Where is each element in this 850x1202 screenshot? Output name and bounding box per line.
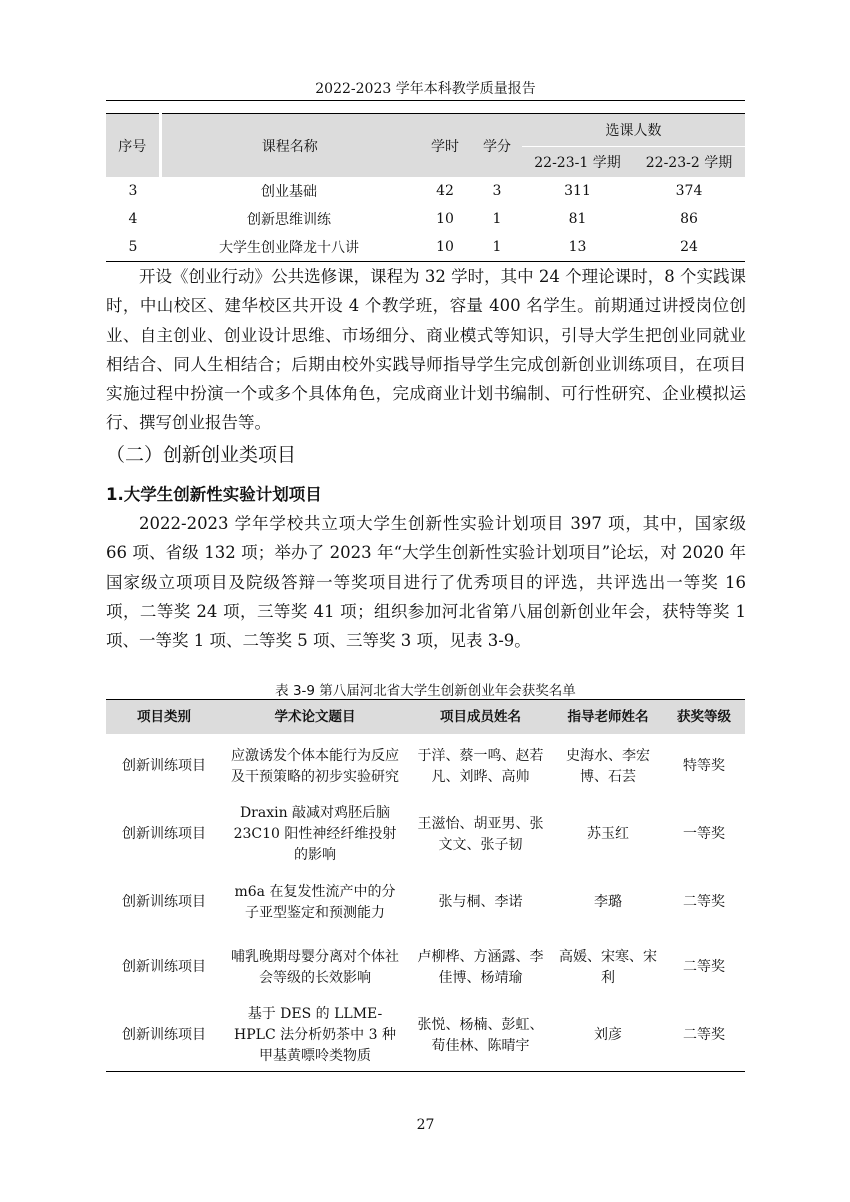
cell-advisor: 刘彦	[594, 1027, 622, 1043]
cell-members: 于洋、蔡一鸣、赵若凡、刘晔、高帅	[417, 747, 544, 785]
cell-award: 二等奖	[683, 1027, 725, 1043]
cell-course: 创新思维训练	[247, 212, 331, 228]
col-header-term1: 22-23-1 学期	[522, 147, 633, 178]
table-row	[106, 799, 745, 870]
cell-title: 基于 DES 的 LLME-HPLC 法分析奶茶中 3 种甲基黄嘌呤类物质	[234, 1006, 396, 1064]
cell-award: 特等奖	[683, 758, 725, 774]
cell-title: 应激诱发个体本能行为反应及干预策略的初步实验研究	[231, 747, 399, 785]
cell-category: 创新训练项目	[122, 894, 206, 910]
cell-category: 创新训练项目	[122, 1027, 206, 1043]
cell-members: 张悦、杨楠、彭虹、荀佳林、陈晴宇	[417, 1016, 544, 1054]
course-table	[106, 113, 745, 262]
table-caption: 表 3-9 第八届河北省大学生创新创业年会获奖名单	[275, 683, 576, 699]
cell-advisor: 史海水、李宏博、石芸	[566, 747, 650, 785]
table-row	[106, 935, 745, 1000]
cell-members: 卢柳桦、方涵露、李佳博、杨靖瑜	[417, 948, 544, 986]
cell-credits: 3	[492, 183, 502, 199]
cell-credits: 1	[492, 211, 502, 227]
cell-index: 4	[128, 211, 138, 227]
cell-term2: 374	[675, 183, 703, 199]
cell-term2: 24	[680, 239, 698, 255]
page-header: 2022-2023 学年本科教学质量报告	[315, 81, 536, 97]
cell-advisor: 李璐	[594, 894, 622, 910]
table-row	[106, 205, 745, 233]
table-row	[106, 1000, 745, 1072]
award-table	[106, 699, 745, 1072]
cell-category: 创新训练项目	[122, 758, 206, 774]
cell-index: 3	[128, 183, 138, 199]
col-header-category: 项目类别	[106, 700, 222, 735]
cell-index: 5	[128, 239, 138, 255]
cell-course: 大学生创业降龙十八讲	[219, 240, 359, 256]
cell-title: 哺乳晚期母婴分离对个体社会等级的长效影响	[231, 948, 399, 986]
cell-course: 创业基础	[261, 184, 317, 200]
cell-category: 创新训练项目	[122, 959, 206, 975]
cell-award: 一等奖	[683, 826, 725, 842]
cell-members: 王滋怡、胡亚男、张文文、张子韧	[417, 815, 544, 853]
col-header-credits: 学分	[472, 114, 522, 178]
subsection-heading: 1.大学生创新性实验计划项目	[106, 485, 322, 504]
col-header-title: 学术论文题目	[222, 700, 408, 735]
paragraph-course-intro: 开设《创业行动》公共选修课，课程为 32 学时，其中 24 个理论课时，8 个实践课时，中山校区、建华校区共开设 4 个教学班，容量 400 名学生。前期通过讲授岗位创业、自主创业、创业设计思维、市场细分、商业模式等知识，引导大学生把创业同就业相结合、同人生相结合；后期由校外实践导师指导学生完成创新创业训练项目，在项目实施过程中扮演一个或多个具体角色，完成商业计划书编制、可行性研究、企业模拟运行、撰写创业报告等。	[106, 267, 746, 433]
cell-title: m6a 在复发性流产中的分子亚型鉴定和预测能力	[234, 883, 396, 921]
col-header-enrollment: 选课人数	[522, 114, 745, 147]
table-row	[106, 870, 745, 935]
cell-advisor: 苏玉红	[587, 826, 629, 842]
col-header-members: 项目成员姓名	[408, 700, 553, 735]
cell-category: 创新训练项目	[122, 826, 206, 842]
cell-award: 二等奖	[683, 959, 725, 975]
cell-advisor: 高媛、宋寒、宋利	[559, 948, 657, 986]
section-heading: （二）创新创业类项目	[106, 444, 297, 466]
col-header-advisor: 指导老师姓名	[553, 700, 663, 735]
cell-hours: 10	[436, 239, 454, 255]
paragraph-projects: 2022-2023 学年学校共立项大学生创新性实验计划项目 397 项，其中，国家级 66 项、省级 132 项；举办了 2023 年“大学生创新性实验计划项目”论坛，对 2020 年国家级立项项目及院级答辩一等奖项目进行了优秀项目的评选，共评选出一等奖 16 项，二等奖 24 项，三等奖 41 项；组织参加河北省第八届创新创业年会，获特等奖 1 项、一等奖 1 项、二等奖 5 项、三等奖 3 项，见表 3-9。	[106, 514, 746, 651]
table-row	[106, 734, 745, 799]
table-row	[106, 233, 745, 262]
cell-term2: 86	[680, 211, 698, 227]
cell-hours: 42	[436, 183, 454, 199]
col-header-course: 课程名称	[160, 114, 418, 178]
col-header-hours: 学时	[418, 114, 472, 178]
cell-title: Draxin 敲减对鸡胚后脑 23C10 阳性神经纤维投射的影响	[233, 805, 397, 863]
cell-members: 张与桐、李诺	[438, 894, 523, 910]
cell-term1: 81	[568, 211, 587, 227]
cell-term1: 311	[564, 183, 591, 199]
header-rule	[106, 100, 745, 101]
cell-award: 二等奖	[683, 894, 725, 910]
col-header-index: 序号	[106, 114, 160, 178]
table-row	[106, 177, 745, 205]
cell-credits: 1	[492, 239, 502, 255]
cell-hours: 10	[436, 211, 454, 227]
col-header-term2: 22-23-2 学期	[633, 147, 745, 178]
col-header-award: 获奖等级	[663, 700, 745, 735]
cell-term1: 13	[568, 239, 587, 255]
page-number: 27	[416, 1117, 435, 1133]
